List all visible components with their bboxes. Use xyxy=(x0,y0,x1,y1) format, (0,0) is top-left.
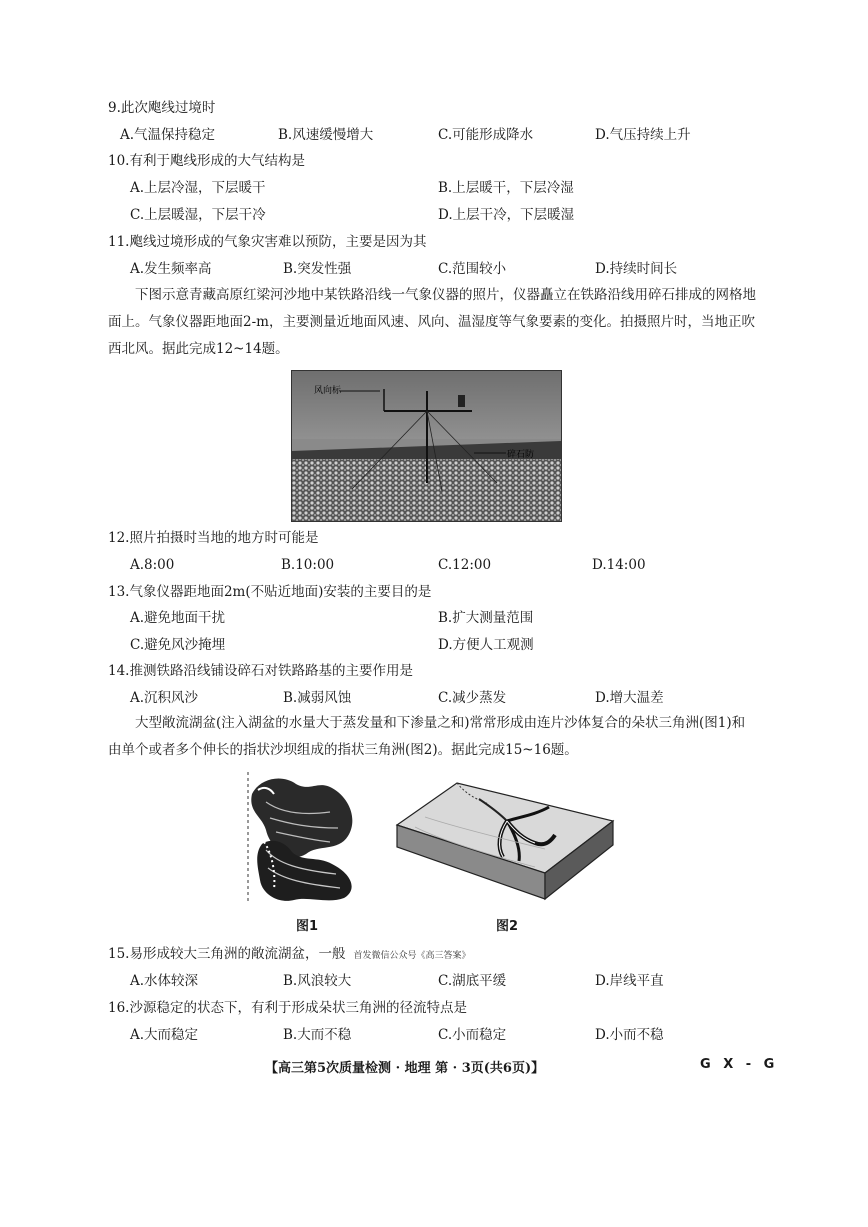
q14-option-b: B.减弱风蚀 xyxy=(283,690,352,706)
q14-option-c: C.减少蒸发 xyxy=(438,690,507,706)
q13-option-b: B.扩大测量范围 xyxy=(438,610,534,626)
q10-option-b: B.上层暖干，下层冷湿 xyxy=(438,180,574,196)
q9-option-b: B.风速缓慢增大 xyxy=(278,127,374,143)
q14-option-a: A.沉积风沙 xyxy=(130,690,199,706)
question-15-stem: 15.易形成较大三角洲的敞流湖盆，一般 xyxy=(108,946,346,962)
q16-option-b: B.大而不稳 xyxy=(283,1027,352,1043)
q13-option-c: C.避免风沙掩埋 xyxy=(130,637,226,653)
passage-12-14-text: 下图示意青藏高原红梁河沙地中某铁路沿线一气象仪器的照片，仪器矗立在铁路沿线用碎石排成的网格地面上。气象仪器距地面2-m，主要测量近地面风速、风向、温湿度等气象要素的变化。拍摄照片时，当地正吹西北风。据此完成12~14题。 xyxy=(108,287,756,357)
passage-15-16 xyxy=(108,710,758,764)
q13-option-d: D.方便人工观测 xyxy=(438,637,534,653)
q9-option-d: D.气压持续上升 xyxy=(595,127,691,143)
q11-option-d: D.持续时间长 xyxy=(595,261,678,277)
q15-option-c: C.湖底平缓 xyxy=(438,973,507,989)
figure-2-finger-delta xyxy=(395,777,615,902)
figure-1-caption: 图1 xyxy=(296,919,319,934)
q15-option-a: A.水体较深 xyxy=(130,973,199,989)
photo-label-gravel: 碎石防 xyxy=(507,450,535,460)
q12-option-a: A.8:00 xyxy=(130,557,175,573)
q9-option-a: A.气温保持稳定 xyxy=(120,127,216,143)
q11-option-c: C.范围较小 xyxy=(438,261,507,277)
q12-option-b: B.10:00 xyxy=(281,557,335,573)
exam-code: G X - G xyxy=(700,1057,779,1072)
q11-option-a: A.发生频率高 xyxy=(130,261,212,277)
question-11-stem: 11.飑线过境形成的气象灾害难以预防，主要是因为其 xyxy=(108,234,427,250)
page-footer: 【高三第5次质量检测 · 地理 第 · 3页(共6页)】 xyxy=(265,1061,545,1076)
weather-instrument-photo xyxy=(291,370,562,522)
question-10-stem: 10.有利于飑线形成的大气结构是 xyxy=(108,153,305,169)
q15-option-d: D.岸线平直 xyxy=(595,973,664,989)
q10-option-c: C.上层暖湿，下层干冷 xyxy=(130,207,266,223)
question-13-stem: 13.气象仪器距地面2m(不贴近地面)安装的主要目的是 xyxy=(108,584,432,600)
watermark-note: 首发微信公众号《高三答案》 xyxy=(353,951,471,961)
q9-option-c: C.可能形成降水 xyxy=(438,127,534,143)
question-16-stem: 16.沙源稳定的状态下，有利于形成朵状三角洲的径流特点是 xyxy=(108,1000,467,1016)
figure-2-caption: 图2 xyxy=(496,919,519,934)
question-9-stem: 9.此次飑线过境时 xyxy=(108,100,216,116)
q12-option-c: C.12:00 xyxy=(438,557,492,573)
q11-option-b: B.突发性强 xyxy=(283,261,352,277)
q16-option-c: C.小而稳定 xyxy=(438,1027,507,1043)
q12-option-d: D.14:00 xyxy=(592,557,646,573)
question-14-stem: 14.推测铁路沿线铺设碎石对铁路路基的主要作用是 xyxy=(108,663,413,679)
q16-option-a: A.大而稳定 xyxy=(130,1027,199,1043)
q10-option-a: A.上层冷湿，下层暖干 xyxy=(130,180,266,196)
question-15 xyxy=(108,945,471,965)
question-12-stem: 12.照片拍摄时当地的地方时可能是 xyxy=(108,530,319,546)
q10-option-d: D.上层干冷，下层暖湿 xyxy=(438,207,575,223)
figure-1-lobate-delta xyxy=(240,772,370,904)
q14-option-d: D.增大温差 xyxy=(595,690,664,706)
passage-15-16-text: 大型敞流湖盆(注入湖盆的水量大于蒸发量和下渗量之和)常常形成由连片沙体复合的朵状三角洲(图1)和由单个或者多个伸长的指状沙坝组成的指状三角洲(图2)。据此完成15~16题。 xyxy=(108,715,746,758)
q13-option-a: A.避免地面干扰 xyxy=(130,610,226,626)
q15-option-b: B.风浪较大 xyxy=(283,973,352,989)
q16-option-d: D.小而不稳 xyxy=(595,1027,664,1043)
passage-12-14 xyxy=(108,282,758,363)
photo-label-wind-vane: 风向标 xyxy=(314,386,342,396)
